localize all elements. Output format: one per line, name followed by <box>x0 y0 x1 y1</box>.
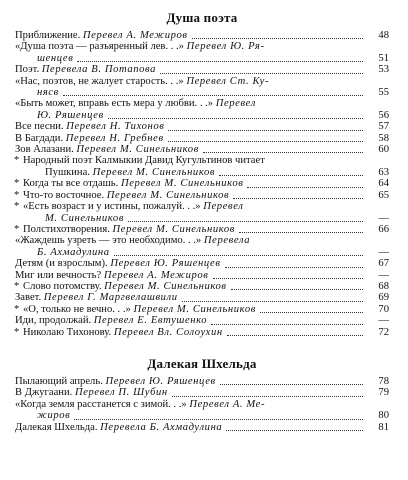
page-number: 58 <box>378 132 389 144</box>
entry-translator: Ю. Ряшенцев <box>37 109 104 121</box>
dot-leader <box>192 38 363 39</box>
entry-text <box>37 410 70 421</box>
entry-translator: Перевел Ст. Ку- <box>186 75 270 87</box>
asterisk-marker: * <box>14 178 20 190</box>
entry-text <box>15 30 188 41</box>
section-title: Душа поэта <box>166 10 238 25</box>
toc-entry-continuation <box>15 53 389 64</box>
page-number: 56 <box>378 109 389 121</box>
entry-translator: Перевел Н. Гребнев <box>65 132 164 144</box>
toc-entry[interactable] <box>15 399 389 422</box>
toc-entry-line <box>14 303 389 315</box>
entry-text <box>15 144 199 155</box>
toc-entry[interactable] <box>15 327 389 338</box>
toc-entry[interactable] <box>15 315 389 326</box>
page-number: 68 <box>378 280 389 292</box>
page-number: 79 <box>378 387 389 399</box>
dot-leader <box>108 118 363 119</box>
dot-leader <box>182 301 363 302</box>
dot-leader <box>77 61 363 62</box>
toc-entry-line <box>14 223 389 235</box>
toc-entry-line <box>15 422 389 433</box>
entry-translator: Перевел М. Синельников <box>76 144 199 156</box>
toc-entry[interactable] <box>15 281 389 292</box>
dot-leader <box>219 175 363 176</box>
toc-entry-line <box>15 315 389 326</box>
entry-title: «О, только не вечно. . .» <box>23 303 134 315</box>
toc-entry[interactable] <box>15 41 389 64</box>
toc-sections <box>15 10 389 433</box>
toc-entry-line <box>15 399 389 410</box>
toc-entry[interactable] <box>15 258 389 269</box>
entry-title: Пылающий апрель. <box>15 375 106 387</box>
toc-entry-line <box>15 387 389 398</box>
toc-entry-line <box>15 376 389 387</box>
toc-entry[interactable] <box>15 178 389 189</box>
toc-entry[interactable] <box>15 387 389 398</box>
toc-entry-line <box>14 178 389 190</box>
toc-entry-line <box>15 64 389 75</box>
toc-entry[interactable] <box>15 133 389 144</box>
toc-entry-line <box>14 280 389 292</box>
entry-text <box>15 235 250 246</box>
entry-text <box>15 133 164 144</box>
toc-entry[interactable] <box>15 270 389 281</box>
dot-leader <box>203 152 363 153</box>
page-number: 72 <box>378 326 389 338</box>
dot-leader <box>225 267 363 268</box>
toc-entry-line <box>15 258 389 269</box>
page-number: 81 <box>378 421 389 433</box>
entry-text <box>15 315 207 326</box>
entry-title: Пушкина. <box>45 166 93 178</box>
entry-translator: Перевел Н. Тихонов <box>66 121 165 133</box>
toc-entry-line <box>15 76 389 87</box>
entry-translator: Перевел М. Синельников <box>112 223 235 235</box>
toc-entry-continuation <box>15 110 389 121</box>
entry-title: «Жаждешь узреть — это необходимо. . .» <box>15 235 204 247</box>
toc-entry-continuation <box>23 167 389 178</box>
entry-text <box>37 247 110 258</box>
page-number: — <box>378 212 389 224</box>
toc-entry-continuation <box>15 247 389 258</box>
toc-entry-line <box>14 201 389 213</box>
entry-text <box>37 87 59 98</box>
entry-text <box>14 326 223 338</box>
entry-translator: Перевел М. Синельников <box>104 280 227 292</box>
entry-translator: Перевел П. Шубин <box>74 387 168 399</box>
entry-text <box>15 376 216 387</box>
dot-leader <box>168 130 363 131</box>
entry-title: Детям (и взрослым). <box>15 258 111 270</box>
toc-entry[interactable] <box>15 64 389 75</box>
entry-title: Завет. <box>15 292 44 304</box>
entry-translator: нясв <box>37 87 59 99</box>
entry-text <box>15 98 256 109</box>
entry-text <box>14 178 244 190</box>
dot-leader <box>74 419 363 420</box>
toc-entry[interactable] <box>15 155 389 178</box>
entry-translator: Б. Ахмадулина <box>37 246 110 258</box>
entry-title: «Быть может, вправь есть мера у любви. . .» <box>15 98 216 110</box>
entry-title: «Есть возраст и у истины, пожалуй. . .» <box>23 201 204 213</box>
page-number: 60 <box>378 144 389 156</box>
toc-entry-line <box>15 235 389 246</box>
toc-entry-line <box>15 292 389 303</box>
entry-title: Слово потомству. <box>23 280 105 292</box>
toc-entry[interactable] <box>15 201 389 224</box>
toc-entry[interactable] <box>15 304 389 315</box>
entry-title: В Джугаани. <box>15 387 75 399</box>
entry-text <box>15 292 178 303</box>
toc-entry-line <box>15 98 389 109</box>
entry-translator: Перевела <box>203 235 251 247</box>
entry-translator: Перевела В. Потапова <box>41 64 157 76</box>
entry-translator: Перевел А. Ме- <box>189 398 266 410</box>
dot-leader <box>239 232 363 233</box>
entry-title: Народный поэт Калмыкии Давид Кугультинов читает <box>23 155 265 167</box>
page-number: 65 <box>378 189 389 201</box>
page-number: — <box>378 269 389 281</box>
entry-text <box>15 422 222 433</box>
toc-entry[interactable] <box>15 224 389 235</box>
dot-leader <box>233 198 363 199</box>
page-number: 53 <box>378 64 389 76</box>
entry-title: Далекая Шхельда. <box>15 421 101 433</box>
toc-entry[interactable] <box>15 292 389 303</box>
entry-text <box>37 110 104 121</box>
entry-translator: Перевел А. Межиров <box>103 269 209 281</box>
toc-entry[interactable] <box>15 190 389 201</box>
toc-entry[interactable] <box>15 422 389 433</box>
dot-leader <box>160 73 363 74</box>
entry-title: Когда ты все отдашь. <box>23 178 121 190</box>
entry-translator: Перевел <box>203 201 244 213</box>
toc-entry-line <box>15 121 389 132</box>
page-number: 70 <box>378 303 389 315</box>
entry-translator: жиров <box>37 410 71 422</box>
toc-entry-line <box>15 270 389 281</box>
entry-title: В Багдади. <box>15 132 66 144</box>
dot-leader <box>168 141 363 142</box>
toc-entry-continuation <box>23 213 389 224</box>
entry-title: Все песни. <box>15 121 67 133</box>
entry-translator: Перевел А. Межиров <box>82 30 188 41</box>
asterisk-marker: * <box>14 189 20 201</box>
toc-entry[interactable] <box>15 30 389 41</box>
entry-title: «Нас, поэтов, не жалует старость. . .» <box>15 75 187 87</box>
entry-text <box>15 64 156 75</box>
dot-leader <box>114 255 363 256</box>
toc-entry[interactable] <box>15 76 389 99</box>
entry-text <box>15 121 164 132</box>
toc-entry-line <box>15 41 389 52</box>
section-title: Далекая Шхельда <box>147 355 257 371</box>
entry-translator: шенцев <box>37 52 74 64</box>
toc-entry[interactable] <box>15 121 389 132</box>
entry-text <box>14 223 235 235</box>
entry-translator: Перевел М. Синельников <box>120 178 244 190</box>
toc-entry-line <box>15 144 389 155</box>
entry-translator: Перевел Ю. Ря- <box>186 41 265 53</box>
dot-leader <box>260 312 363 313</box>
entry-title: Николаю Тихонову. <box>23 326 114 338</box>
entry-title: Что-то восточное. <box>23 189 107 201</box>
page-number: — <box>378 246 389 258</box>
dot-leader <box>231 289 363 290</box>
asterisk-marker: * <box>14 326 20 338</box>
page-number: 64 <box>378 178 389 190</box>
entry-text <box>14 280 227 292</box>
entry-text <box>14 201 244 213</box>
dot-leader <box>213 278 364 279</box>
toc-entry-line <box>15 30 389 41</box>
dot-leader <box>226 430 363 431</box>
asterisk-marker: * <box>14 223 20 235</box>
entry-title: Миг или вечность? <box>15 269 104 281</box>
asterisk-marker: * <box>14 201 20 213</box>
toc-entry-continuation <box>15 87 389 98</box>
entry-text <box>15 76 269 87</box>
entry-text <box>15 399 265 410</box>
toc-entry-line <box>14 155 389 167</box>
toc-entry-line <box>14 189 389 201</box>
entry-title: Приближение. <box>15 30 83 41</box>
entry-title: Поэт. <box>15 64 42 76</box>
toc-entry[interactable] <box>15 235 389 258</box>
entry-text <box>14 189 230 201</box>
toc-entry[interactable] <box>15 376 389 387</box>
entry-text <box>15 387 168 398</box>
toc-entry[interactable] <box>15 98 389 121</box>
dot-leader <box>63 95 363 96</box>
entry-text <box>45 167 215 178</box>
entry-translator: Перевел Вл. Солоухин <box>113 326 223 338</box>
entry-text <box>15 270 209 281</box>
entry-text <box>14 303 256 315</box>
entry-title: Зов Алазани. <box>15 144 77 156</box>
entry-translator: Перевел Ю. Ряшенцев <box>110 258 221 270</box>
entry-translator: Перевел М. Синельников <box>92 166 216 178</box>
dot-leader <box>211 324 363 325</box>
entry-text <box>45 213 124 224</box>
page-number: 66 <box>378 223 389 235</box>
toc-entry-continuation <box>15 410 389 421</box>
asterisk-marker: * <box>14 303 20 315</box>
page-number: 48 <box>378 30 389 41</box>
page-number: 63 <box>378 166 389 178</box>
page-number: 69 <box>378 292 389 304</box>
entry-translator: Перевел М. Синельников <box>133 303 256 315</box>
entry-translator: Перевел Е. Евтушенко <box>93 315 208 327</box>
page-number: — <box>378 315 389 327</box>
page-number: 51 <box>378 52 389 64</box>
entry-translator: Перевела Б. Ахмадулина <box>100 421 223 433</box>
toc-entry[interactable] <box>15 144 389 155</box>
entry-title: Иди, продолжай. <box>15 315 94 327</box>
toc-entry-line <box>14 326 389 338</box>
entry-text <box>15 41 265 52</box>
dot-leader <box>247 187 363 188</box>
entry-title: «Душа поэта — разъяренный лев. . .» <box>15 41 187 53</box>
asterisk-marker: * <box>14 280 20 292</box>
asterisk-marker: * <box>14 155 20 167</box>
entry-translator: Перевел <box>215 98 256 110</box>
entry-title: «Когда земля расстанется с зимой. . .» <box>15 398 190 410</box>
page-number: 78 <box>378 375 389 387</box>
dot-leader <box>220 384 363 385</box>
entry-title: Полстихотворения. <box>23 223 113 235</box>
entry-text <box>15 258 221 269</box>
page-number: 57 <box>378 121 389 133</box>
page-number: 67 <box>378 258 389 270</box>
entry-translator: М. Синельников <box>45 212 125 224</box>
entry-text <box>37 53 73 64</box>
dot-leader <box>128 221 363 222</box>
page-number: 80 <box>378 410 389 422</box>
toc-entry-line <box>15 133 389 144</box>
entry-translator: Перевел Ю. Ряшенцев <box>105 375 216 387</box>
entry-translator: Перевел Г. Маргвелашвили <box>43 292 178 304</box>
entry-text <box>14 155 265 167</box>
entry-translator: Перевел М. Синельников <box>106 189 230 201</box>
page-number: 55 <box>378 87 389 99</box>
dot-leader <box>172 396 363 397</box>
dot-leader <box>227 335 363 336</box>
